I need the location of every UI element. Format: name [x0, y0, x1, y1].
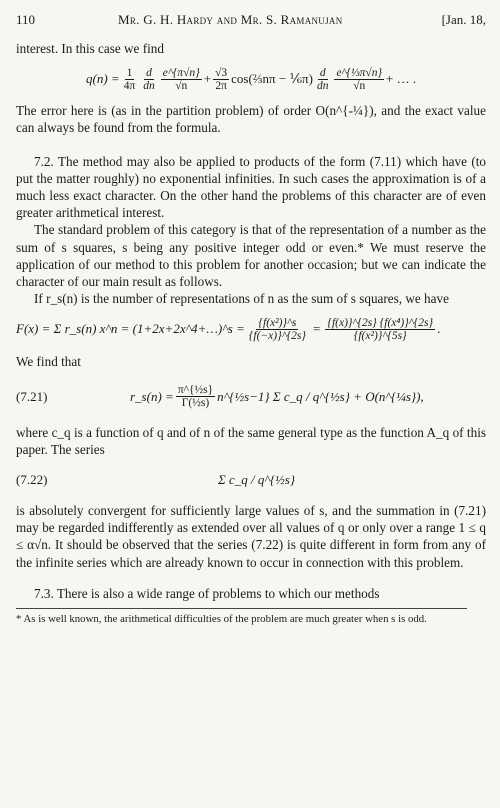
equation-q-n: q(n) = $\frac{1}{4\pi}$ $\frac{d}{dn}$ $\frac{e\^{}\{\pi√n\}}{√n}$ + $\frac{√3}{2\pi}$ cos(⅔nπ − ⅙π) $\frac{d}{dn}$ $\frac{\text{e\textasciicircum{}\{⅓π√n\}}}{√n}$ + … . [86, 66, 417, 92]
paragraph-convergence: is absolutely convergent for sufficiently large values of s, and the summation in (7.21) may be regarded indifferently as extended over all values of q or only over a range 1 ≤ q ≤ α√n. It should be observed that the series (7.22) is quite different in form from any of the infinite series which are already known to occur in connection with this problem. [16, 503, 486, 570]
equation-7-21: (7.21) r_s(n) = $\frac{\text{π\textasciicircum{}\{½s\}}}{\text{Γ(½s)}}$ n^{½s−1} Σ c_q / q^{½s} + O(n^{¼s}), [16, 384, 424, 410]
page [16, 10, 486, 627]
equation-tag-7-22: (7.22) [16, 472, 48, 488]
section-7-2-paragraph-1: 7.2. The method may also be applied to products of the form (7.11) which have (to put the matter roughly) no exponential infinities. In such cases the approximation is of a much less exact character. On the other hand the problems of this character are of even greater arithmetical interest. [16, 153, 486, 221]
page-number: 110 [16, 12, 36, 27]
eq1-lhs: q(n) = [86, 71, 120, 87]
section-7-2-paragraph-3: If r_s(n) is the number of representations of n as the sum of s squares, we have [34, 291, 449, 307]
equation-7-22: (7.22) Σ c_q / q^{½s} [16, 472, 296, 488]
paragraph-error: The error here is (as in the partition problem) of order O(n^{-¼}), and the exact value can always be found from the formula. [16, 103, 486, 136]
section-7-3-start: 7.3. There is also a wide range of problems to which our methods [34, 585, 380, 601]
equation-generating-function: F(x) = Σ r_s(n) x^n = (1+2x+2x^4+…)^s = $\frac{\text{\{f(x²)\}\textasciicircum{}s}}{\{f(-x)\}\^{}\{2s\}}$ = $\frac{\text{\{f(x)\}\textasciicircum{}\{2s\} \{f(x⁴)\}\textasciicircum{}\{2s\}}}{\text{\{f(x²)\}\textasciicircum{}\{5s\}}}$ . [16, 316, 441, 342]
footnote: * As is well known, the arithmetical difficulties of the problem are much greater when s is odd. [16, 613, 427, 626]
equation-tag-7-21: (7.21) [16, 388, 48, 404]
we-find-line: We find that [16, 354, 81, 370]
section-7-2-paragraph-2: The standard problem of this category is that of the representation of a number as the sum of s squares, s being any positive integer odd or even.* We must reserve the application of our method to this problem for another occasion; but we can indicate the character of our main result as follows. [16, 222, 486, 290]
paragraph-where: where c_q is a function of q and of n of the same general type as the function A_q of this paper. The series [16, 424, 486, 457]
header-date: [Jan. 18, [441, 12, 486, 27]
running-title: Mr. G. H. Hardy and Mr. S. Ramanujan [118, 12, 343, 27]
running-header [16, 10, 486, 32]
intro-line: interest. In this case we find [16, 41, 164, 56]
footnote-rule [16, 608, 467, 609]
